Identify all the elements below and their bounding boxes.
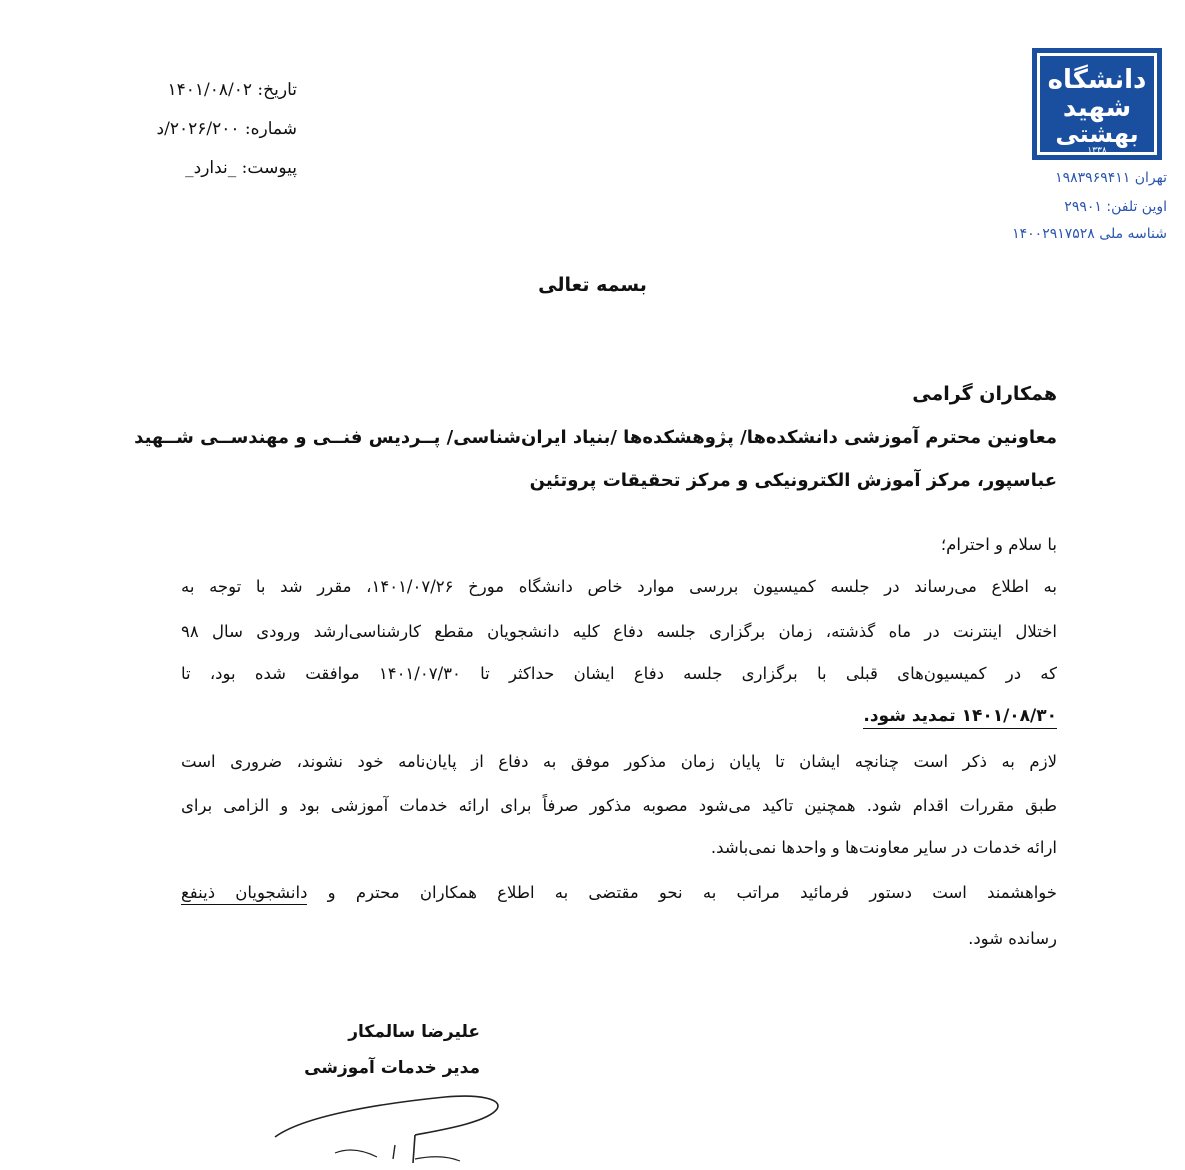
body-p3-line-2: رسانده شود.	[968, 929, 1057, 948]
body-p3-text: خواهشمند است دستور فرمائید مراتب به نحو مقتضی به اطلاع همکاران محترم و	[307, 883, 1057, 902]
body-p2-line-2: طبق مقررات اقدام شود. همچنین تاکید می‌شود مصوبه مذکور صرفاً برای ارائه خدمات آموزشی بود و الزامی برای	[181, 796, 1057, 815]
addressee-line-1: معاونین محترم آموزشی دانشکده‌ها/ پژوهشکده‌ها /بنیاد ایران‌شناسی/ پــردیس فنــی و مهندســی شــهید	[134, 427, 1057, 448]
body-p1-line-2: اختلال اینترنت در ماه گذشته، زمان برگزاری جلسه دفاع کلیه دانشجویان مقطع کارشناسی‌ارشد ورودی سال ۹۸	[181, 622, 1057, 641]
logo-year: ۱۳۳۸	[1087, 146, 1107, 156]
signatory-name: علیرضا سالمکار	[348, 1022, 480, 1042]
letter-number: شماره: ۲۰۲۶/۲۰۰/د	[156, 119, 297, 139]
body-p2-line-1: لازم به ذکر است چنانچه ایشان تا پایان زمان مذکور موفق به دفاع از پایان‌نامه خود نشوند، ضروری است	[181, 752, 1057, 771]
salutation: با سلام و احترام؛	[940, 535, 1057, 554]
handwritten-signature	[265, 1085, 515, 1167]
letter-attachment: پیوست: _ندارد_	[185, 158, 297, 178]
addressee-greeting: همکاران گرامی	[912, 383, 1057, 405]
body-p2-line-3: ارائه خدمات در سایر معاونت‌ها و واحدها نمی‌باشد.	[710, 838, 1057, 857]
body-p1-line-3: که در کمیسیون‌های قبلی با برگزاری جلسه دفاع ایشان حداکثر تا ۱۴۰۱/۰۷/۳۰ موافقت شده بود، تا	[181, 664, 1057, 683]
contact-national-id: شناسه ملی ۱۴۰۰۲۹۱۷۵۲۸	[1012, 226, 1167, 242]
contact-city-postal: تهران ۱۹۸۳۹۶۹۴۱۱	[1055, 170, 1167, 186]
invocation: بسمه تعالی	[538, 274, 647, 296]
signatory-title: مدیر خدمات آموزشی	[304, 1058, 480, 1078]
body-p3-line-1	[181, 883, 1057, 902]
logo-text-top: دانشگاه	[1047, 65, 1147, 95]
body-p1-line-1: به اطلاع می‌رساند در جلسه کمیسیون بررسی موارد خاص دانشگاه مورخ ۱۴۰۱/۰۷/۲۶، مقرر شد با توجه به	[181, 577, 1057, 596]
logo-text-bot: بهشتی	[1055, 120, 1139, 148]
logo-text-mid: شهید	[1062, 93, 1132, 123]
university-logo	[1032, 48, 1162, 160]
addressee-line-2: عباسپور، مرکز آموزش الکترونیکی و مرکز تحقیقات پروتئین	[529, 470, 1057, 491]
extension-deadline: ۱۴۰۱/۰۸/۳۰ تمدید شود.	[863, 706, 1057, 729]
letter-date: تاریخ: ۱۴۰۱/۰۸/۰۲	[167, 80, 297, 100]
contact-phone: اوین تلفن: ۲۹۹۰۱	[1064, 199, 1167, 215]
body-p3-underlined: دانشجویان ذینفع	[181, 883, 307, 905]
body-p1-line-4	[863, 706, 1057, 726]
